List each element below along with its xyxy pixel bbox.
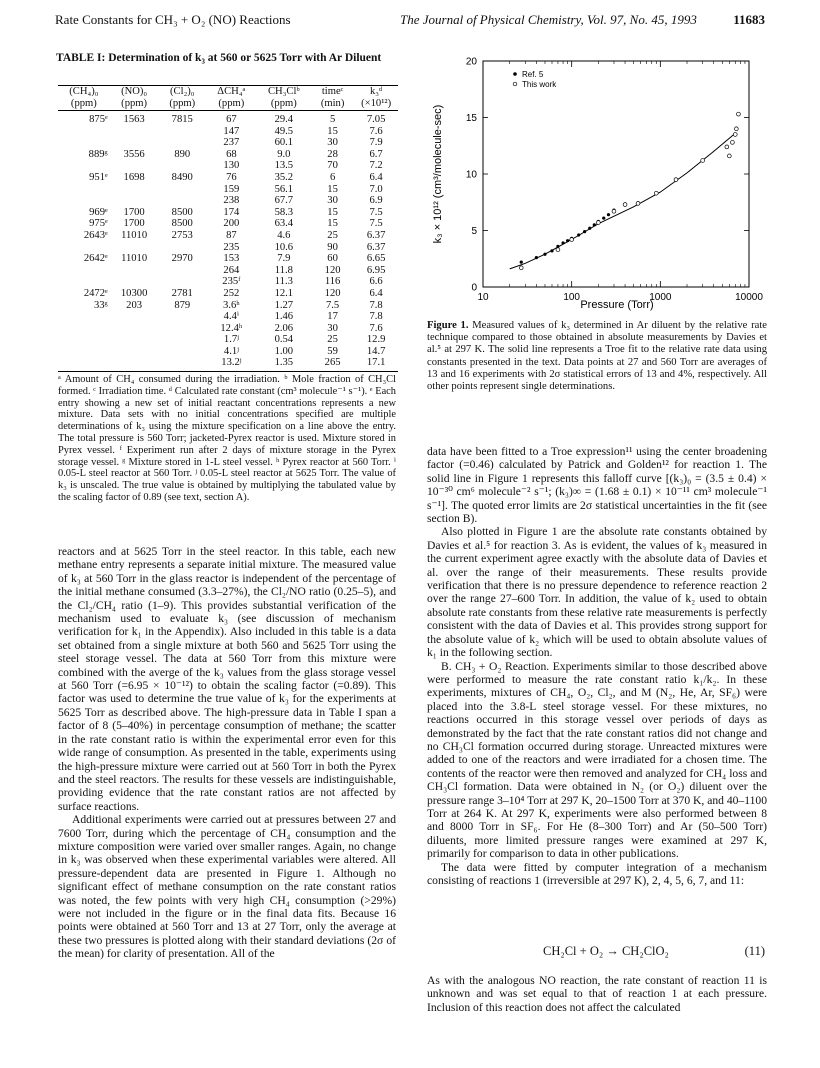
table-row xyxy=(58,184,398,196)
table-cell: 6.4 xyxy=(369,287,383,299)
figure-caption xyxy=(427,320,767,393)
legend-label-ref5: Ref. 5 xyxy=(522,70,544,79)
table-row xyxy=(58,346,398,358)
table-cell xyxy=(159,276,207,288)
table-cell xyxy=(110,276,159,288)
data-point-this-work xyxy=(731,140,735,144)
data-point-ref5 xyxy=(535,256,538,259)
table-cell xyxy=(159,126,207,138)
table-cell: 10.6 xyxy=(274,241,294,253)
data-point-this-work xyxy=(636,201,640,205)
table-cell: 8490 xyxy=(171,171,193,183)
table-header-cell: (Cl₂)₀ (ppm) xyxy=(159,86,207,111)
x-tick-label: 10 xyxy=(477,292,489,303)
table-row xyxy=(58,137,398,149)
table-cell: 67.7 xyxy=(274,195,294,207)
table-cell: 1.27 xyxy=(274,299,294,311)
table-cell: 7.5 xyxy=(369,206,383,218)
table-cell: 60.1 xyxy=(274,137,294,149)
table-cell xyxy=(58,195,110,207)
header-title: Rate Constants for CH₃ + O₂ (NO) Reactions xyxy=(55,12,291,27)
table-cell xyxy=(159,334,207,346)
table-cell: 5 xyxy=(329,114,336,125)
table-cell: 7815 xyxy=(171,114,193,125)
table-cell: 6.37 xyxy=(366,229,386,241)
table-row xyxy=(58,253,398,265)
table-cell: 90 xyxy=(327,241,338,253)
table-row xyxy=(58,276,398,288)
table-cell: 7.05 xyxy=(366,114,386,125)
table-footnotes: ᵃ Amount of CH₄ consumed during the irradiation. ᵇ Mole fraction of CH₃Cl formed. ᶜ Irradiation time. ᵈ Calculated rate constant (cm³ molecule⁻¹ s⁻¹). ᵉ Each entry showing a new set of initial reactant concentrations represents a new mixture. Data sets with no initial concentrations specified are multiple determinations of k₃ using the mixture specification on a line above the entry. The total pressure is 560 Torr; jacketed-Pyrex reactor is used. Mixture stored in Pyrex vessel. ᶠ Experiment run after 2 days of mixture storage in the Pyrex storage vessel. ᵍ Mixture stored in 1-L steel vessel. ʰ Pyrex reactor at 560 Torr. ⁱ 0.05-L steel reactor at 560 Torr. ʲ 0.05-L steel reactor at 5625 Torr. The value of k₃ is unscaled. The true value is obtained by multiplying the tabulated value by the scaling factor of 0.89 (see text, section A). xyxy=(58,374,396,503)
table-cell xyxy=(159,323,207,335)
table-cell: 76 xyxy=(226,171,237,183)
table-cell xyxy=(110,160,159,172)
table-cell: 2643ᵉ xyxy=(83,229,108,241)
table-cell: 63.4 xyxy=(274,218,294,230)
troe-fit-line xyxy=(510,133,736,269)
table-cell xyxy=(110,242,159,254)
table-cell: 49.5 xyxy=(274,125,294,137)
table-row xyxy=(58,172,398,184)
data-point-ref5 xyxy=(556,245,559,248)
figure-caption-label: Figure 1. xyxy=(427,320,469,331)
table-cell: 4.6 xyxy=(277,229,291,241)
table-cell: 13.2ʲ xyxy=(206,357,257,371)
table-cell: 15 xyxy=(327,206,338,218)
data-point-this-work xyxy=(734,127,738,131)
table-row xyxy=(58,323,398,335)
table-cell xyxy=(159,242,207,254)
table-cell xyxy=(58,357,110,371)
table-cell xyxy=(58,311,110,323)
equation-number: (11) xyxy=(744,944,765,958)
table-cell: 33ᵍ xyxy=(93,299,108,311)
table-cell: 17.1 xyxy=(354,357,398,371)
table-cell: 7.9 xyxy=(277,253,291,265)
table-cell: 6.65 xyxy=(366,253,386,265)
table-cell: 28 xyxy=(327,148,338,160)
table-cell: 6 xyxy=(329,171,336,183)
table-cell xyxy=(110,334,159,346)
data-point-this-work xyxy=(612,209,616,213)
table-cell: 174 xyxy=(223,206,240,218)
table-cell xyxy=(110,126,159,138)
table-cell: 1.00 xyxy=(274,345,294,357)
table-header-cell: timeᶜ (min) xyxy=(311,86,354,111)
data-point-ref5 xyxy=(588,227,591,230)
table-header-cell: (NO)₀ (ppm) xyxy=(110,86,159,111)
data-point-this-work xyxy=(596,221,600,225)
table-header-cell: ΔCH₄ᵃ (ppm) xyxy=(206,86,257,111)
table-cell xyxy=(110,311,159,323)
paragraph: data have been fitted to a Troe expression¹¹ using the center broadening factor (=0.46) calculated by Patrick and Golden¹² for reaction 1. The solid line in Figure 1 represents this falloff curve [(k₃)₀ = (3.5 ± 0.4) × 10⁻³⁰ cm⁶ molecule⁻² s⁻¹; (k₃)∞ = (1.68 ± 0.1) × 10⁻¹¹ cm³ molecule⁻¹ s⁻¹]. The quoted error limits are 2σ statistical uncertainties in the fit (see section B). xyxy=(427,445,767,526)
data-point-ref5 xyxy=(602,216,605,219)
figure-1-chart xyxy=(425,52,770,312)
data-point-this-work xyxy=(570,238,574,242)
table-cell xyxy=(58,242,110,254)
table-row xyxy=(58,160,398,172)
table-cell: 969ᵉ xyxy=(89,206,108,218)
data-point-this-work xyxy=(727,154,731,158)
data-point-this-work xyxy=(733,133,737,137)
table-cell: 11010 xyxy=(121,253,148,265)
table-cell: 1.46 xyxy=(274,311,294,323)
table-cell: 0.54 xyxy=(274,334,294,346)
table-cell: 159 xyxy=(223,183,240,195)
data-point-ref5 xyxy=(550,249,553,252)
data-point-this-work xyxy=(701,159,705,163)
paragraph: Additional experiments were carried out at pressures between 27 and 7600 Torr, during which the percentage of CH₄ consumption and the mixture composition were varied over smaller ranges. Again, no change in k₃ was observed when these experimental variables were altered. All pressure-dependent data are presented in Figure 1. Although no significant effect of methane consumption on the rate constant ratios was noted, the few points with very high CH₄ consumption (>29%) were not included in the figure or in the final data fits. Because 16 points were obtained at 560 Torr and 13 at 27 Torr, only the average at these two pressures is plotted along with their standard deviations (2σ of the mean) for clarity of presentation. All of the xyxy=(58,813,396,961)
table-row xyxy=(58,218,398,230)
table-cell xyxy=(110,346,159,358)
table-cell xyxy=(159,184,207,196)
table-cell xyxy=(58,346,110,358)
table-cell: 56.1 xyxy=(274,183,294,195)
table-cell: 7.6 xyxy=(369,322,383,334)
table-cell: 1563 xyxy=(123,114,145,125)
table-cell: 120 xyxy=(324,264,341,276)
table-cell xyxy=(159,265,207,277)
equation-11 xyxy=(427,944,767,960)
table-cell: 235ᶠ xyxy=(222,276,241,288)
table-cell: 12.9 xyxy=(366,334,386,346)
table-cell: 2970 xyxy=(171,253,193,265)
data-point-ref5 xyxy=(561,241,564,244)
table-cell: 1.35 xyxy=(257,357,311,371)
table-cell: 11.3 xyxy=(274,276,293,288)
table-cell: 235 xyxy=(223,241,240,253)
table-cell: 975ᵉ xyxy=(89,218,108,230)
x-tick-label: 1000 xyxy=(649,292,672,303)
legend-marker-filled xyxy=(513,72,517,76)
table-cell: 15 xyxy=(327,218,338,230)
data-point-ref5 xyxy=(566,239,569,242)
table-cell xyxy=(58,184,110,196)
table-cell xyxy=(110,323,159,335)
table-cell: 200 xyxy=(223,218,240,230)
table-cell: 35.2 xyxy=(274,171,294,183)
running-header xyxy=(55,12,765,28)
right-column-end xyxy=(427,974,767,1014)
table-caption: TABLE I: Determination of k₃ at 560 or 5625 Torr with Ar Diluent xyxy=(56,52,382,64)
table-cell: 58.3 xyxy=(274,206,294,218)
data-point-ref5 xyxy=(583,230,586,233)
legend-label-this-work: This work xyxy=(522,80,557,89)
table-cell: 30 xyxy=(327,195,338,207)
table-cell: 2753 xyxy=(171,229,193,241)
equation-formula: CH₂Cl + O₂ → CH₂ClO₂ xyxy=(543,944,669,958)
data-point-ref5 xyxy=(607,213,610,216)
table-cell: 68 xyxy=(226,148,237,160)
table-row xyxy=(58,311,398,323)
plot-frame xyxy=(483,61,749,287)
table-cell xyxy=(110,265,159,277)
x-tick-label: 100 xyxy=(563,292,581,303)
legend xyxy=(513,70,557,89)
table-cell xyxy=(110,195,159,207)
table-row xyxy=(58,195,398,207)
table-cell: 11.8 xyxy=(274,264,293,276)
table-cell: 9.0 xyxy=(277,148,291,160)
table-cell: 6.6 xyxy=(369,276,383,288)
paragraph: reactors and at 5625 Torr in the steel reactor. In this table, each new methane entry represents a separate initial mixture. The measured value of k₃ at 560 Torr in the glass reactor is independent of the percentage of the initial methane consumed (3.3–27%), the Cl₂/NO ratio (0.25–5), and the Cl₂/CH₄ ratio (1–9). This provides substantial verification of the mechanism used to evaluate k₃ (see discussion of mechanism verification for k₁ in the Appendix). Also included in this table is a data set obtained from a single mixture at both 560 and 5625 Torr using the steel storage vessel. The data at 560 Torr from this mixture were combined with the averge of the k₃ values from the glass storage vessel at 560 Torr (=6.95 × 10⁻¹²) to obtain the scaling factor (=0.89). This factor was used to determine the true value of k₃ for the experiments at 5625 Torr as described above. The high-pressure data in Table I span a factor of 8 (5–40%) in percentage consumption of methane; the scatter in the rate constant ratio is within the experimental error even for this wide range of consumption. As presented in the table, experiments using the high-pressure mixture were carried out at 560 Torr in both the Pyrex and the steel reactors. The results for these vessels are indistinguishable, providing evidence that the rate constant ratios are not affected by surface reactions. xyxy=(58,545,396,813)
table-header-cell: (CH₄)₀ (ppm) xyxy=(58,86,110,111)
table-cell: 1700 xyxy=(123,206,145,218)
table-row xyxy=(58,300,398,312)
table-cell: 15 xyxy=(327,183,338,195)
paragraph: As with the analogous NO reaction, the rate constant of reaction 11 is unknown and was set equal to that of reaction 1 at each pressure. Inclusion of this reaction does not affect the calculated xyxy=(427,974,767,1014)
table-cell xyxy=(58,137,110,149)
table-cell: 203 xyxy=(126,299,143,311)
table-cell: 7.5 xyxy=(369,218,383,230)
table-row xyxy=(58,149,398,161)
table-cell: 237 xyxy=(223,137,240,149)
table-row xyxy=(58,230,398,242)
table-cell: 1.7ʲ xyxy=(223,334,239,346)
table-cell: 1700 xyxy=(123,218,145,230)
table-cell: 120 xyxy=(324,287,341,299)
table-cell: 11010 xyxy=(121,229,148,241)
table-cell: 2642ᵉ xyxy=(83,253,108,265)
table-cell: 8500 xyxy=(171,206,193,218)
table-cell xyxy=(58,323,110,335)
table-cell: 8500 xyxy=(171,218,193,230)
table-cell: 6.9 xyxy=(369,195,383,207)
table-cell: 147 xyxy=(223,125,240,137)
right-column xyxy=(427,445,767,887)
table-cell: 889ᵍ xyxy=(88,148,108,160)
table-cell: 2472ᵉ xyxy=(83,287,108,299)
table-cell xyxy=(159,195,207,207)
table-cell: 264 xyxy=(223,264,240,276)
data-point-ref5 xyxy=(577,233,580,236)
table-cell: 7.9 xyxy=(369,137,383,149)
table-cell: 60 xyxy=(327,253,338,265)
y-tick-label: 15 xyxy=(465,113,477,124)
table-row xyxy=(58,265,398,277)
paragraph: Also plotted in Figure 1 are the absolute rate constants obtained by Davies et al.⁵ for reaction 3. As is evident, the values of k₃ measured in the current experiment agree exactly with the absolute data of Davies et al. over the range of their measurements. These results provide verification that there is no pressure dependence to reference reaction 2 over the range 27–600 Torr. In addition, the value of k₂ used to obtain absolute rate constants from these relative rate measurements is perfectly consistent with the data of Davies et al. This provides strong support for the absolute value of k₂ which will be used to obtain absolute values of k₁ in the following section. xyxy=(427,525,767,660)
y-tick-label: 20 xyxy=(465,56,477,68)
table-cell xyxy=(159,357,207,371)
table-cell: 2781 xyxy=(171,287,193,299)
data-point-this-work xyxy=(556,248,560,252)
table-cell: 153 xyxy=(223,253,240,265)
table-row xyxy=(58,126,398,138)
table-cell xyxy=(110,184,159,196)
table-cell xyxy=(159,137,207,149)
table-cell: 6.4 xyxy=(369,171,383,183)
table-cell: 7.0 xyxy=(369,183,383,195)
table-cell: 951ᵉ xyxy=(89,171,108,183)
table-cell: 14.7 xyxy=(366,345,386,357)
table-row xyxy=(58,207,398,219)
table-cell: 7.6 xyxy=(369,125,383,137)
y-tick-label: 10 xyxy=(465,169,477,181)
page-number: 11683 xyxy=(733,12,765,27)
table-cell xyxy=(58,276,110,288)
table-cell xyxy=(159,311,207,323)
table-cell: 1698 xyxy=(123,171,145,183)
data-point-this-work xyxy=(623,203,627,207)
y-tick-label: 0 xyxy=(471,282,477,294)
table-cell: 70 xyxy=(327,160,338,172)
table-cell: 4.1ʲ xyxy=(223,345,239,357)
paragraph: B. CH₃ + O₂ Reaction. Experiments similar to those described above were performed to measure the rate constant ratio k₁/k₂. In these experiments, mixtures of CH₄, O₂, Cl₂, and M (N₂, He, Ar, SF₆) were placed into the 3.8-L steel storage vessel. For these mixtures, no reactions occurred in this storage vessel over periods of days as demonstrated by the fact that the rate constant ratios did not change and no CH₃Cl formation occurred during storage. Unreacted mixtures were added to one of the reactors and were irradiated for a chosen time. The contents of the reactor were then removed and analyzed for CH₄ loss and CH₃Cl formation. Data were obtained in N₂ (or O₂) diluent over the pressure range 3–10⁴ Torr at 297 K, 20–1500 Torr at 370 K, and 40–1100 Torr at 264 K. At 297 K, experiments were also performed between 8 and 8000 Torr in SF₆. For He (8–300 Torr) and Ar (50–500 Torr) diluents, more limited pressure ranges were examined at 297 K, primarily for comparison to data in other publications. xyxy=(427,659,767,861)
y-axis-label: k₃ × 10¹² (cm³/molecule-sec) xyxy=(432,104,444,244)
table-cell xyxy=(110,357,159,371)
table-cell: 10300 xyxy=(120,287,148,299)
table-row xyxy=(58,357,398,371)
table-cell: 17 xyxy=(327,311,338,323)
table-cell: 30 xyxy=(327,322,338,334)
table-cell: 4.4ⁱ xyxy=(223,311,240,323)
table-cell: 25 xyxy=(327,229,338,241)
data-point-this-work xyxy=(674,178,678,182)
table-row xyxy=(58,334,398,346)
data-point-ref5 xyxy=(593,223,596,226)
data-point-this-work xyxy=(519,266,523,270)
table-cell: 252 xyxy=(223,287,240,299)
table-cell: 7.2 xyxy=(369,160,383,172)
table-cell: 25 xyxy=(327,334,338,346)
table-cell: 29.4 xyxy=(274,114,294,125)
table-cell: 875ᵉ xyxy=(89,114,108,125)
data-table xyxy=(58,85,398,372)
table-cell: 116 xyxy=(324,276,341,288)
table-cell xyxy=(58,126,110,138)
table-cell: 879 xyxy=(174,299,191,311)
data-point-this-work xyxy=(654,191,658,195)
table-cell: 2.06 xyxy=(274,322,294,334)
table-cell: 6.37 xyxy=(366,241,386,253)
table-cell: 87 xyxy=(226,229,237,241)
table-header-cell: CH₃Clᵇ (ppm) xyxy=(257,86,311,111)
y-tick-label: 5 xyxy=(471,226,477,237)
table-cell: 3556 xyxy=(123,148,145,160)
data-point-this-work xyxy=(737,112,741,116)
data-point-ref5 xyxy=(520,261,523,264)
table-cell: 67 xyxy=(226,114,237,125)
legend-marker-open xyxy=(513,82,517,86)
x-tick-label: 10000 xyxy=(735,292,763,303)
x-axis-label: Pressure (Torr) xyxy=(580,299,654,311)
table-cell xyxy=(159,346,207,358)
table-cell: 12.1 xyxy=(274,287,294,299)
table-cell: 7.8 xyxy=(369,311,383,323)
table-cell: 12.4ʰ xyxy=(220,322,243,334)
table-cell: 6.7 xyxy=(369,148,383,160)
table-cell: 6.95 xyxy=(366,264,386,276)
paragraph: The data were fitted by computer integration of a mechanism consisting of reactions 1 (irreversible at 297 K), 2, 4, 5, 6, 7, and 11: xyxy=(427,860,767,887)
table-cell: 13.5 xyxy=(274,160,294,172)
table-cell: 59 xyxy=(327,345,338,357)
table-cell: 7.8 xyxy=(369,299,383,311)
table-cell: 3.6ʰ xyxy=(223,299,240,311)
data-point-this-work xyxy=(725,145,729,149)
table-cell xyxy=(58,160,110,172)
table-cell xyxy=(58,334,110,346)
table-row xyxy=(58,111,398,126)
table-header-cell: k₃ᵈ (×10¹²) xyxy=(354,86,398,111)
data-point-ref5 xyxy=(543,253,546,256)
table-cell: 130 xyxy=(223,160,240,172)
table-cell: 15 xyxy=(327,125,338,137)
table-row xyxy=(58,288,398,300)
table-cell xyxy=(58,265,110,277)
left-column xyxy=(58,545,396,961)
figure-caption-text: Measured values of k₃ determined in Ar diluent by the relative rate technique compared to those obtained in absolute measurements by Davies et al.⁵ at 297 K. The solid line represents a Troe fit to the relative rate data using constants presented in the text. Data points at 27 and 560 Torr are averages of 13 and 16 experiments with 2σ statistical errors of 13 and 4%, respectively. All other points represent single determinations. xyxy=(427,320,767,393)
journal-citation: The Journal of Physical Chemistry, Vol. 97, No. 45, 1993 xyxy=(400,12,697,27)
table-cell: 890 xyxy=(174,148,191,160)
table-cell: 265 xyxy=(311,357,354,371)
table-cell xyxy=(110,137,159,149)
table-cell: 7.5 xyxy=(325,299,340,311)
table-row xyxy=(58,242,398,254)
table-cell: 238 xyxy=(223,195,240,207)
table-cell: 30 xyxy=(327,137,338,149)
table-cell xyxy=(159,160,207,172)
